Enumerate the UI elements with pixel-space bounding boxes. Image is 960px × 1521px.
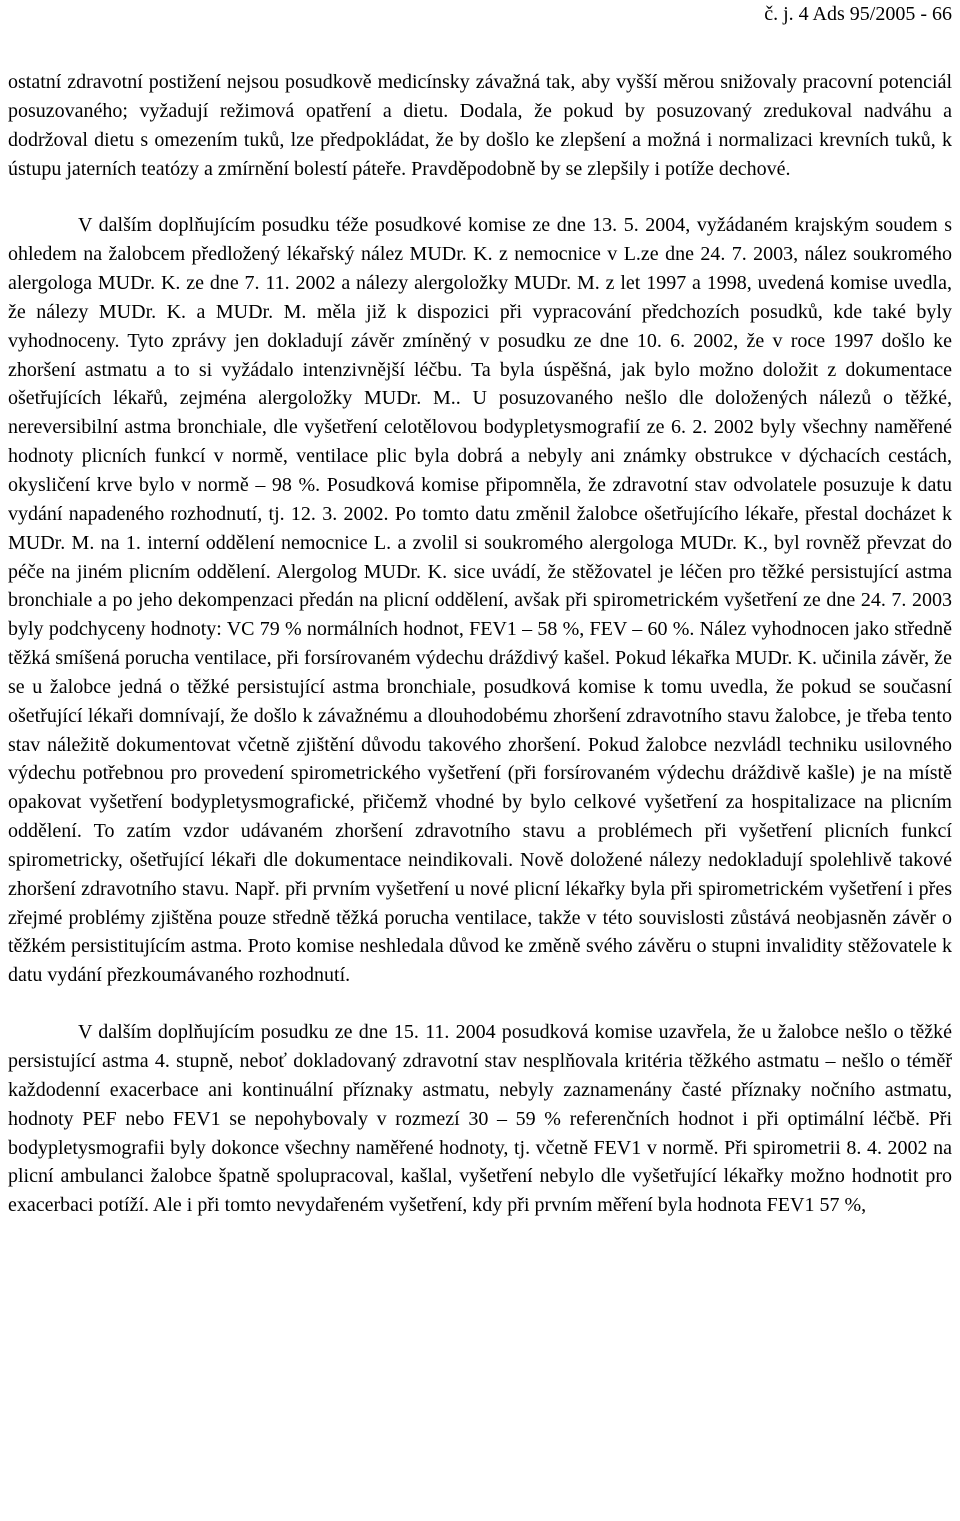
paragraph-continuation: ostatní zdravotní postižení nejsou posudkově medicínsky závažná tak, aby vyšší měrou snižovaly pracovní potenciál posuzovaného; vyžadují režimová opatření a dietu. Dodala, že pokud by posuzovaný zredukoval nadváhu a dodržoval dietu s omezením tuků, lze předpokládat, že by došlo ke zlepšení a možná i normalizaci krevních tuků, k ústupu jaterních teatózy a zmírnění bolestí páteře. Pravděpodobně by se zlepšily i potíže dechové. bbox=[8, 71, 952, 180]
paragraph-supplementary-opinion-2004-11: V dalším doplňujícím posudku ze dne 15. 11. 2004 posudková komise uzavřela, že u žalobce nešlo o těžké persistující astma 4. stupně, neboť dokladovaný zdravotní stav nesplňovala kritéria těžkého astmatu – nešlo o téměř každodenní exacerbace ani kontinuální příznaky astmatu, nebyly zaznamenány časté příznaky nočního astmatu, hodnoty PEF nebo FEV1 se nepohybovaly v rozmezí 30 – 59 % referenčních hodnot i při optimální léčbě. Při bodypletysmografii byly dokonce všechny naměřené hodnoty, tj. včetně FEV1 v normě. Při spirometrii 8. 4. 2002 na plicní ambulanci žalobce špatně spolupracoval, kašlal, vyšetření nebylo dle vyšetřující lékařky možno hodnotit pro exacerbaci potíží. Ale i při tomto nevydařeném vyšetření, kdy při prvním měření byla hodnota FEV1 57 %, bbox=[8, 1021, 952, 1217]
document-body bbox=[8, 68, 952, 1220]
paragraph-supplementary-opinion-2004-05: V dalším doplňujícím posudku téže posudkové komise ze dne 13. 5. 2004, vyžádaném krajským soudem s ohledem na žalobcem předložený lékařský nález MUDr. K. z nemocnice v L.ze dne 24. 7. 2003, nález soukromého alergologa MUDr. K. ze dne 7. 11. 2002 a nálezy alergoložky MUDr. M. z let 1997 a 1998, uvedená komise uvedla, že nálezy MUDr. K. a MUDr. M. měla již k dispozici při vypracování předchozích posudků, kde také byly vyhodnoceny. Tyto zprávy jen dokladují závěr zmíněný v posudku ze dne 10. 6. 2002, že v roce 1997 došlo ke zhoršení astmatu a to si vyžádalo intenzivnější léčbu. Ta byla úspěšná, jak bylo možno doložit z dokumentace ošetřujících lékařů, zejména alergoložky MUDr. M.. U posuzovaného nešlo dle doložených nálezů o těžké, nereversibilní astma bronchiale, dle vyšetření celotělovou bodypletysmografií ze 6. 2. 2002 byly všechny naměřené hodnoty plicních funkcí v normě, ventilace plic byla dobrá a nebyly ani známky obstrukce v dýchacích cestách, okysličení krve bylo v normě – 98 %. Posudková komise připomněla, že zdravotní stav odvolatele posuzuje k datu vydání napadeného rozhodnutí, tj. 12. 3. 2002. Po tomto datu změnil žalobce ošetřujícího lékaře, přestal docházet k MUDr. M. na 1. interní oddělení nemocnice L. a zvolil si soukromého alergologa MUDr. K., byl rovněž převzat do péče na jiném plicním oddělení. Alergolog MUDr. K. sice uvádí, že stěžovatel je léčen pro těžké persistující astma bronchiale a po jeho dekompenzaci předán na plicní oddělení, avšak při spirometrickém vyšetření ze dne 24. 7. 2003 byly podchyceny hodnoty: VC 79 % normálních hodnot, FEV1 – 58 %, FEV – 60 %. Nález vyhodnocen jako středně těžká smíšená porucha ventilace, při forsírovaném výdechu dráždivý kašel. Pokud lékařka MUDr. K. učinila závěr, že se u žalobce jedná o těžké persistující astma bronchiale, posudková komise k tomu uvedla, že pokud se současní ošetřující lékaři domnívají, že došlo k závažnému a dlouhodobému zhoršení zdravotního stavu žalobce, je třeba tento stav náležitě dokumentovat včetně zjištění důvodu takového zhoršení. Pokud žalobce nezvládl techniku usilovného výdechu potřebnou pro provedení spirometrického vyšetření (při forsírovaném výdechu dráždivě kašle) je na místě opakovat vyšetření bodypletysmografické, přičemž vhodné by bylo celkové vyšetření za hospitalizace na plicním oddělení. To zatím vzdor udávaném zhoršení zdravotního stavu a problémech při vyšetření plicních funkcí spirometricky, ošetřující lékaři dle dokumentace neindikovali. Nově doložené nálezy nedokladují spolehlivě takové zhoršení zdravotního stavu. Např. při prvním vyšetření u nové plicní lékařky byla při spirometrickém vyšetření i přes zřejmé problémy zjištěna pouze středně těžká porucha ventilace, takže v této souvislosti zůstává neobjasněn závěr o těžkém persistitujícím astma. Proto komise neshledala důvod ke změně svého závěru o stupni invalidity stěžovatele k datu vydání přezkoumávaného rozhodnutí. bbox=[8, 214, 952, 987]
case-number-header: č. j. 4 Ads 95/2005 - 66 bbox=[764, 3, 952, 25]
